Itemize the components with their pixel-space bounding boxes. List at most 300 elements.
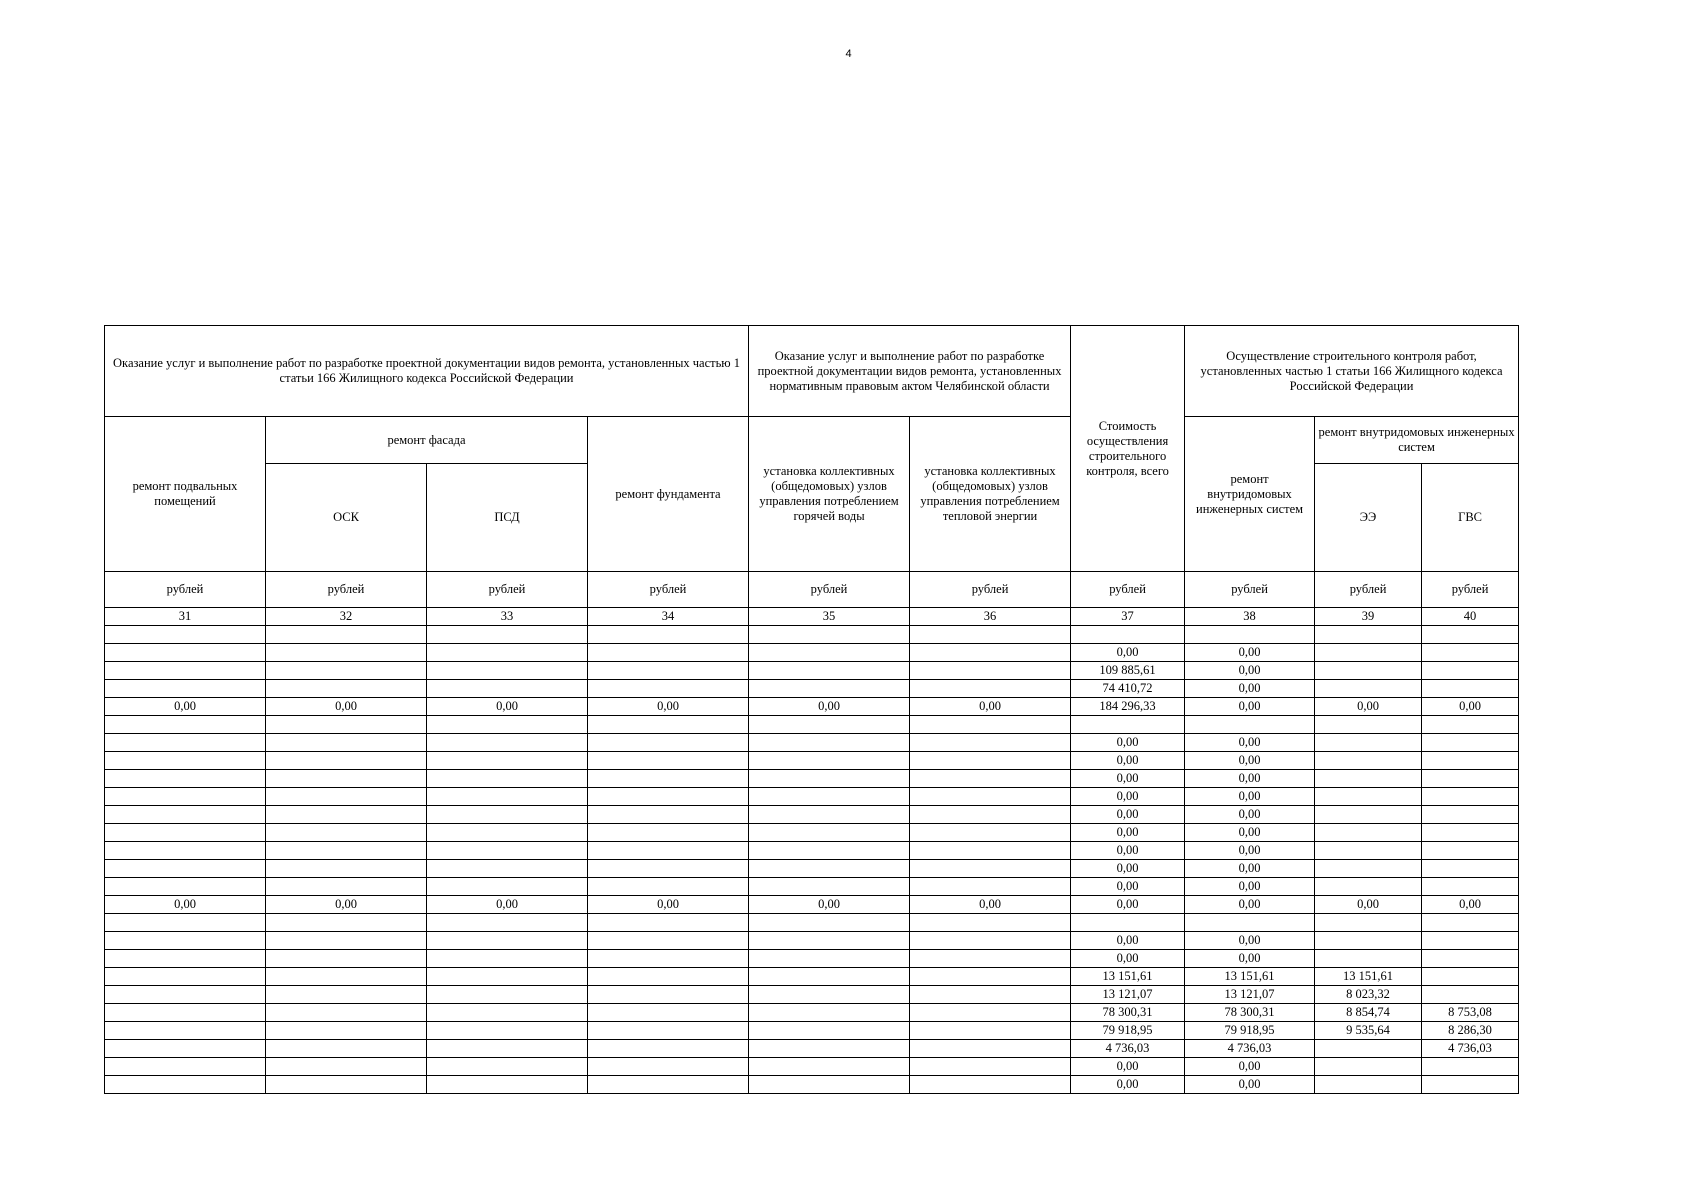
table-cell [427,716,588,734]
table-cell [588,986,749,1004]
table-cell [1315,662,1422,680]
table-row [105,842,1519,860]
table-cell [105,806,266,824]
table-cell: 0,00 [1185,770,1315,788]
table-cell [749,626,910,644]
table-cell: 78 300,31 [1071,1004,1185,1022]
table-cell: 78 300,31 [1185,1004,1315,1022]
table-cell: 13 151,61 [1315,968,1422,986]
table-cell: 0,00 [1071,770,1185,788]
table-cell [1422,734,1519,752]
table-cell [588,1058,749,1076]
table-cell: 79 918,95 [1071,1022,1185,1040]
table-cell [588,788,749,806]
unit-cell: рублей [427,572,588,608]
table-cell [588,626,749,644]
table-cell [910,1004,1071,1022]
table-cell [1315,824,1422,842]
table-cell [588,680,749,698]
table-cell: 0,00 [1185,1076,1315,1094]
table-cell [427,644,588,662]
table-row [105,932,1519,950]
table-cell [588,806,749,824]
unit-cell: рублей [588,572,749,608]
unit-cell: рублей [105,572,266,608]
table-cell [427,770,588,788]
table-cell [1185,626,1315,644]
table-cell: 0,00 [910,896,1071,914]
table-cell [266,1022,427,1040]
table-cell [588,860,749,878]
table-row [105,950,1519,968]
header-heat-units: установка коллективных (общедомовых) узлов управления потреблением тепловой энергии [910,417,1071,572]
table-cell [1315,1040,1422,1058]
table-cell [910,1022,1071,1040]
table-cell [910,662,1071,680]
table-cell [910,1040,1071,1058]
table-cell [910,860,1071,878]
page-number: 4 [845,48,852,60]
table-cell [105,860,266,878]
table-cell [266,932,427,950]
table-cell [105,932,266,950]
table-cell [1422,968,1519,986]
table-cell: 0,00 [1071,788,1185,806]
table-cell [266,662,427,680]
table-cell [910,788,1071,806]
table-cell [105,1022,266,1040]
table-cell [105,842,266,860]
table-cell [427,1040,588,1058]
table-cell [427,1076,588,1094]
table-cell [105,914,266,932]
column-number: 38 [1185,608,1315,626]
table-cell [1315,914,1422,932]
table-row [105,716,1519,734]
header-foundation-repair: ремонт фундамента [588,417,749,572]
table-cell [910,968,1071,986]
table-cell [1422,806,1519,824]
table-cell [266,860,427,878]
table-cell: 184 296,33 [1071,698,1185,716]
header-engineering-systems-repair: ремонт внутридомовых инженерных систем [1185,417,1315,572]
header-engineering-systems-group: ремонт внутридомовых инженерных систем [1315,417,1519,464]
table-cell [105,680,266,698]
table-cell: 8 854,74 [1315,1004,1422,1022]
table-cell: 13 151,61 [1071,968,1185,986]
header-facade-repair: ремонт фасада [266,417,588,464]
table-cell [427,986,588,1004]
table-cell: 0,00 [1185,698,1315,716]
table-cell [105,770,266,788]
table-cell: 0,00 [1185,932,1315,950]
table-cell: 0,00 [1071,950,1185,968]
table-cell [1315,788,1422,806]
table-cell [1422,626,1519,644]
table-cell [1315,716,1422,734]
table-cell [749,716,910,734]
table-cell [1315,644,1422,662]
table-cell [1422,770,1519,788]
table-cell [1422,752,1519,770]
table-cell [1315,932,1422,950]
header-basement-repair: ремонт подвальных помещений [105,417,266,572]
table-cell: 0,00 [1185,878,1315,896]
table-cell [1315,806,1422,824]
table-cell: 0,00 [1071,1058,1185,1076]
column-number: 39 [1315,608,1422,626]
repair-cost-table [104,325,1519,1094]
table-row [105,788,1519,806]
table-cell [105,644,266,662]
table-cell [105,716,266,734]
table-cell [266,878,427,896]
table-cell [1422,842,1519,860]
table-cell [1422,824,1519,842]
table-cell [588,1022,749,1040]
header-group-control: Осуществление строительного контроля работ, установленных частью 1 статьи 166 Жилищного кодекса Российской Федерации [1185,326,1519,417]
table-cell: 0,00 [1185,734,1315,752]
table-cell [588,914,749,932]
table-cell: 0,00 [1071,1076,1185,1094]
table-cell [588,770,749,788]
table-cell: 0,00 [1315,698,1422,716]
table-cell [1315,770,1422,788]
unit-cell: рублей [1071,572,1185,608]
table-cell [588,950,749,968]
header-construction-control-total: Стоимость осуществления строительного контроля, всего [1071,326,1185,572]
table-cell [749,824,910,842]
table-cell: 0,00 [1185,644,1315,662]
table-cell [1315,734,1422,752]
table-cell [588,662,749,680]
table-cell [1315,1058,1422,1076]
table-row [105,662,1519,680]
table-cell [1071,914,1185,932]
table-cell: 0,00 [427,896,588,914]
column-number: 34 [588,608,749,626]
table-cell: 0,00 [1071,878,1185,896]
table-cell: 0,00 [1071,824,1185,842]
column-number: 40 [1422,608,1519,626]
table-row [105,680,1519,698]
table-cell [749,950,910,968]
table-cell [427,1058,588,1076]
table-cell [910,734,1071,752]
table-cell [588,932,749,950]
header-hot-water-units: установка коллективных (общедомовых) узлов управления потреблением горячей воды [749,417,910,572]
table-row [105,986,1519,1004]
header-ee: ЭЭ [1315,464,1422,572]
table-cell: 0,00 [1071,896,1185,914]
table-cell [910,824,1071,842]
column-number: 37 [1071,608,1185,626]
table-cell [749,1058,910,1076]
column-numbers-row [105,608,1519,626]
table-cell [105,626,266,644]
table-cell [588,1004,749,1022]
table-cell [1315,1076,1422,1094]
table-cell [1422,986,1519,1004]
table-cell: 4 736,03 [1422,1040,1519,1058]
table-cell [105,752,266,770]
table-cell: 0,00 [1185,842,1315,860]
table-cell [1315,950,1422,968]
table-cell [1422,788,1519,806]
column-number: 31 [105,608,266,626]
table-cell [105,968,266,986]
header-osk: ОСК [266,464,427,572]
table-cell: 0,00 [266,896,427,914]
table-row [105,698,1519,716]
table-cell: 0,00 [1185,860,1315,878]
table-cell: 79 918,95 [1185,1022,1315,1040]
table-cell [910,644,1071,662]
table-cell: 0,00 [1185,896,1315,914]
table-cell [588,734,749,752]
table-cell [749,932,910,950]
table-cell [910,1058,1071,1076]
table-cell [910,932,1071,950]
table-cell: 8 753,08 [1422,1004,1519,1022]
table-cell: 0,00 [1315,896,1422,914]
table-cell [427,680,588,698]
table-cell: 0,00 [588,896,749,914]
table-cell [105,788,266,806]
table-cell [266,626,427,644]
table-cell [266,680,427,698]
table-cell [266,1004,427,1022]
table-cell: 0,00 [1185,788,1315,806]
table-cell: 0,00 [1422,698,1519,716]
table-cell: 0,00 [1185,680,1315,698]
table-cell [1422,716,1519,734]
column-number: 36 [910,608,1071,626]
table-row [105,734,1519,752]
table-row [105,914,1519,932]
table-cell [749,680,910,698]
table-cell: 0,00 [266,698,427,716]
unit-cell: рублей [1422,572,1519,608]
table-cell [266,1076,427,1094]
table-cell [1422,644,1519,662]
table-row [105,1004,1519,1022]
table-row [105,968,1519,986]
table-cell: 0,00 [1071,932,1185,950]
table-cell [749,806,910,824]
table-header [105,326,1519,626]
table-row [105,770,1519,788]
table-cell [427,1022,588,1040]
table-cell [266,986,427,1004]
table-cell [910,950,1071,968]
table-cell [1071,716,1185,734]
table-cell [266,914,427,932]
table-cell [1422,932,1519,950]
table-cell: 8 286,30 [1422,1022,1519,1040]
table-cell [1315,752,1422,770]
table-cell [749,734,910,752]
table-cell [749,968,910,986]
table-cell [1422,1058,1519,1076]
table-row [105,878,1519,896]
table-cell: 0,00 [105,896,266,914]
table-cell [427,752,588,770]
table-row [105,1022,1519,1040]
table-cell [427,806,588,824]
header-group-regional: Оказание услуг и выполнение работ по разработке проектной документации видов ремонта, установленных нормативным правовым актом Челябинской области [749,326,1071,417]
table-cell [1315,626,1422,644]
table-cell [427,734,588,752]
table-row [105,626,1519,644]
table-row [105,896,1519,914]
table-cell [910,842,1071,860]
table-cell [749,1040,910,1058]
table-cell [266,770,427,788]
table-cell: 109 885,61 [1071,662,1185,680]
header-psd: ПСД [427,464,588,572]
table-cell [588,644,749,662]
table-cell: 0,00 [1185,824,1315,842]
table-cell [749,662,910,680]
table-cell [427,878,588,896]
table-cell [588,1040,749,1058]
table-cell: 0,00 [1071,842,1185,860]
table-cell: 0,00 [910,698,1071,716]
table-cell [749,752,910,770]
table-cell [1422,662,1519,680]
unit-cell: рублей [749,572,910,608]
table-cell [749,644,910,662]
table-cell [588,1076,749,1094]
table-row [105,806,1519,824]
table-cell: 8 023,32 [1315,986,1422,1004]
unit-cell: рублей [266,572,427,608]
table-cell [1422,860,1519,878]
table-cell [910,1076,1071,1094]
header-group-federal: Оказание услуг и выполнение работ по разработке проектной документации видов ремонта, установленных частью 1 статьи 166 Жилищного кодекса Российской Федерации [105,326,749,417]
table-cell: 4 736,03 [1071,1040,1185,1058]
table-row [105,644,1519,662]
table-row [105,1058,1519,1076]
table-cell [105,1076,266,1094]
table-cell [588,824,749,842]
table-cell [588,878,749,896]
table-cell [1315,860,1422,878]
table-cell [749,860,910,878]
table-cell [266,734,427,752]
table-cell [1315,842,1422,860]
table-body [105,626,1519,1094]
table-cell [1315,878,1422,896]
table-cell [427,626,588,644]
table-cell [105,734,266,752]
table-cell [1422,878,1519,896]
table-cell [427,950,588,968]
table-cell: 0,00 [1185,1058,1315,1076]
table-cell [910,986,1071,1004]
table-cell [749,770,910,788]
table-cell [266,824,427,842]
table-cell [1315,680,1422,698]
table-cell [588,752,749,770]
table-cell [749,878,910,896]
table-cell [266,1040,427,1058]
table-cell [910,752,1071,770]
table-cell: 0,00 [1071,860,1185,878]
table-cell [266,842,427,860]
table-cell [105,1040,266,1058]
table-cell: 0,00 [105,698,266,716]
table-cell [910,680,1071,698]
table-cell: 0,00 [1185,752,1315,770]
table-cell [588,842,749,860]
column-number: 35 [749,608,910,626]
table-cell: 9 535,64 [1315,1022,1422,1040]
table-cell [266,806,427,824]
table-cell: 0,00 [1071,734,1185,752]
table-cell: 13 151,61 [1185,968,1315,986]
table-cell [105,1004,266,1022]
table-cell: 0,00 [588,698,749,716]
unit-cell: рублей [1185,572,1315,608]
table-cell [427,860,588,878]
table-cell [749,788,910,806]
table-cell: 0,00 [749,698,910,716]
table-row [105,824,1519,842]
table-cell [749,842,910,860]
table-cell: 0,00 [1422,896,1519,914]
table-cell: 0,00 [1185,950,1315,968]
table-cell [427,824,588,842]
table-cell: 0,00 [749,896,910,914]
table-cell [266,788,427,806]
units-row [105,572,1519,608]
table-cell [427,968,588,986]
table-cell [1185,914,1315,932]
table-cell [105,662,266,680]
table-row [105,752,1519,770]
table-cell [105,1058,266,1076]
table-cell [910,806,1071,824]
table-cell [1185,716,1315,734]
table-cell [427,662,588,680]
table-cell: 0,00 [1185,806,1315,824]
table-cell [266,644,427,662]
table-cell [427,842,588,860]
table-cell [588,968,749,986]
table-cell [105,878,266,896]
table-cell [1422,914,1519,932]
table-cell [588,716,749,734]
table-cell [266,950,427,968]
table-cell [105,950,266,968]
table-cell [1422,950,1519,968]
table-cell [1422,680,1519,698]
table-cell [427,932,588,950]
table-cell: 0,00 [1071,752,1185,770]
table-cell [427,788,588,806]
table-cell [749,1004,910,1022]
table-cell: 0,00 [1071,644,1185,662]
table-cell: 74 410,72 [1071,680,1185,698]
table-cell [105,824,266,842]
column-number: 32 [266,608,427,626]
table-cell [749,986,910,1004]
table-cell: 0,00 [427,698,588,716]
table-cell [427,914,588,932]
unit-cell: рублей [1315,572,1422,608]
